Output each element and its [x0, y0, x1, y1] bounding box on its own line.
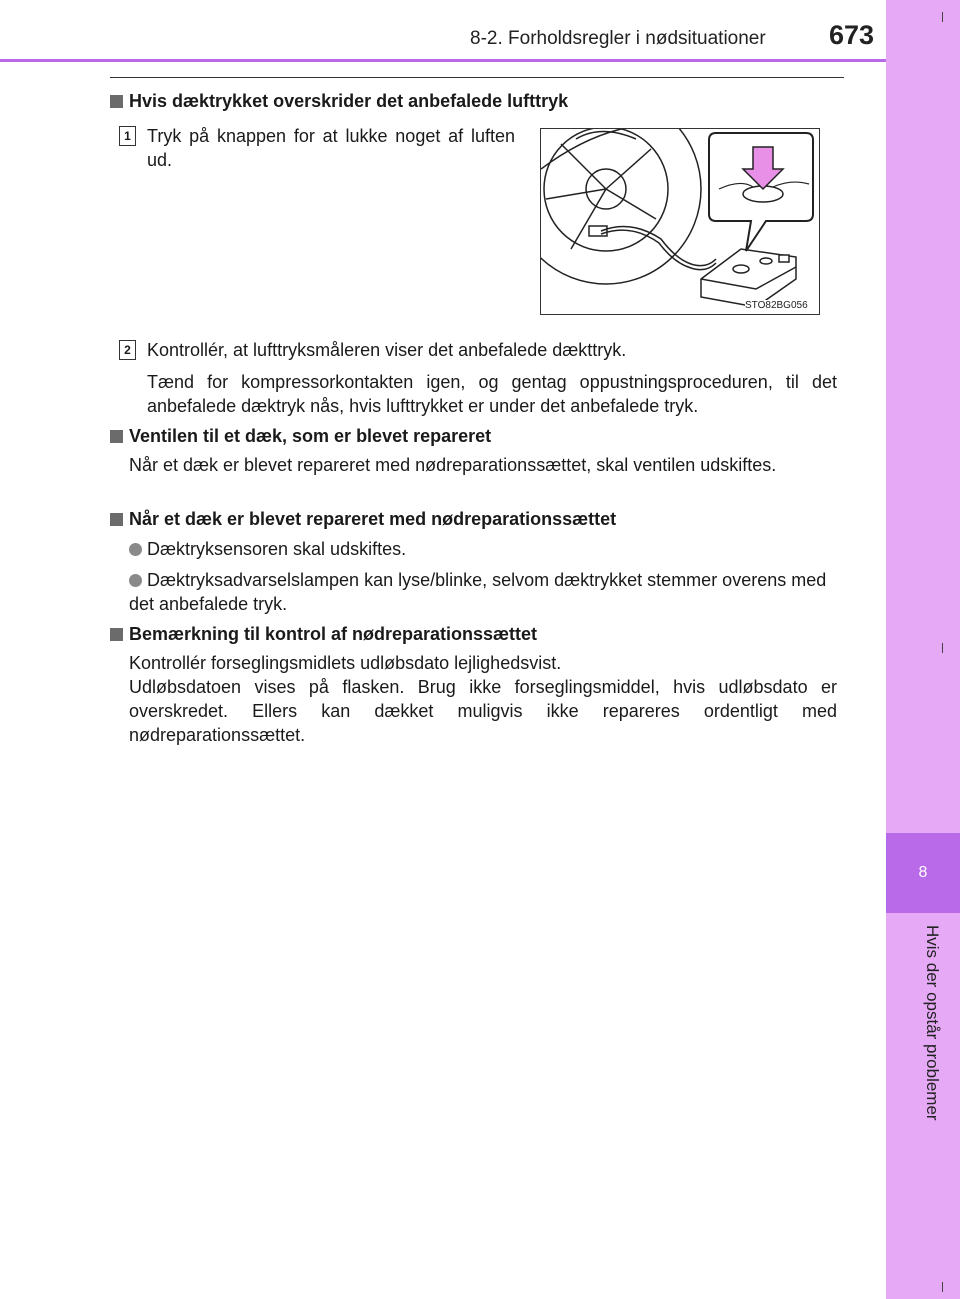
heading-square-icon: [110, 513, 123, 526]
crop-mark: [942, 12, 943, 22]
step-number: 2: [119, 340, 136, 360]
bullet-icon: [129, 543, 142, 556]
tire-compressor-drawing: [541, 129, 819, 314]
section-heading: [110, 426, 491, 447]
section-title: 8-2. Forholdsregler i nødsituationer: [470, 28, 766, 49]
heading-text: Når et dæk er blevet repareret med nødreparationssættet: [129, 509, 617, 529]
step-text: Tryk på knappen for at lukke noget af luften ud.: [147, 126, 515, 170]
chapter-title: Hvis der opstår problemer: [923, 925, 942, 1121]
section-rule: [110, 77, 844, 78]
heading-text: Ventilen til et dæk, som er blevet repareret: [129, 426, 492, 446]
section-body: Udløbsdatoen vises på flasken. Brug ikke forseglingsmiddel, hvis udløbsdato er overskredet. Ellers kan dækket muligvis ikke repareres ordentligt med nødreparationssættet.: [129, 677, 837, 745]
step-text: Kontrollér, at lufttryksmåleren viser det anbefalede dækttryk.: [147, 340, 627, 360]
page-number: 673: [829, 20, 875, 50]
compressor-illustration: [540, 128, 820, 315]
heading-square-icon: [110, 430, 123, 443]
step-number: 1: [119, 126, 136, 146]
crop-mark: [942, 1282, 943, 1292]
section-body: Kontrollér forseglingsmidlets udløbsdato lejlighedsvist.: [129, 653, 562, 673]
heading-square-icon: [110, 628, 123, 641]
heading-text: Bemærkning til kontrol af nødreparationssættet: [129, 624, 538, 644]
list-item: [129, 537, 844, 561]
heading-square-icon: [110, 95, 123, 108]
bullet-text: Dæktryksensoren skal udskiftes.: [147, 539, 407, 559]
section-heading: [110, 509, 616, 530]
section-heading: [110, 91, 568, 112]
bullet-icon: [129, 574, 142, 587]
bullet-text: Dæktryksadvarselslampen kan lyse/blinke, selvom dæktrykket stemmer overens med det anbefalede tryk.: [129, 570, 827, 614]
section-body: Når et dæk er blevet repareret med nødreparationssættet, skal ventilen udskiftes.: [129, 455, 777, 475]
step-note: Tænd for kompressorkontakten igen, og gentag oppustningsproceduren, til det anbefalede dæktryk nås, hvis lufttrykket er under det anbefalede tryk.: [147, 372, 837, 416]
crop-mark: [942, 643, 943, 653]
section-heading: [110, 624, 537, 645]
chapter-number: 8: [918, 864, 928, 881]
heading-text: Hvis dæktrykket overskrider det anbefalede lufttryk: [129, 91, 569, 111]
header-rule: [0, 59, 886, 62]
chapter-tab[interactable]: [886, 833, 960, 913]
list-item: [129, 568, 844, 616]
figure-code: STO82BG056: [745, 300, 808, 311]
